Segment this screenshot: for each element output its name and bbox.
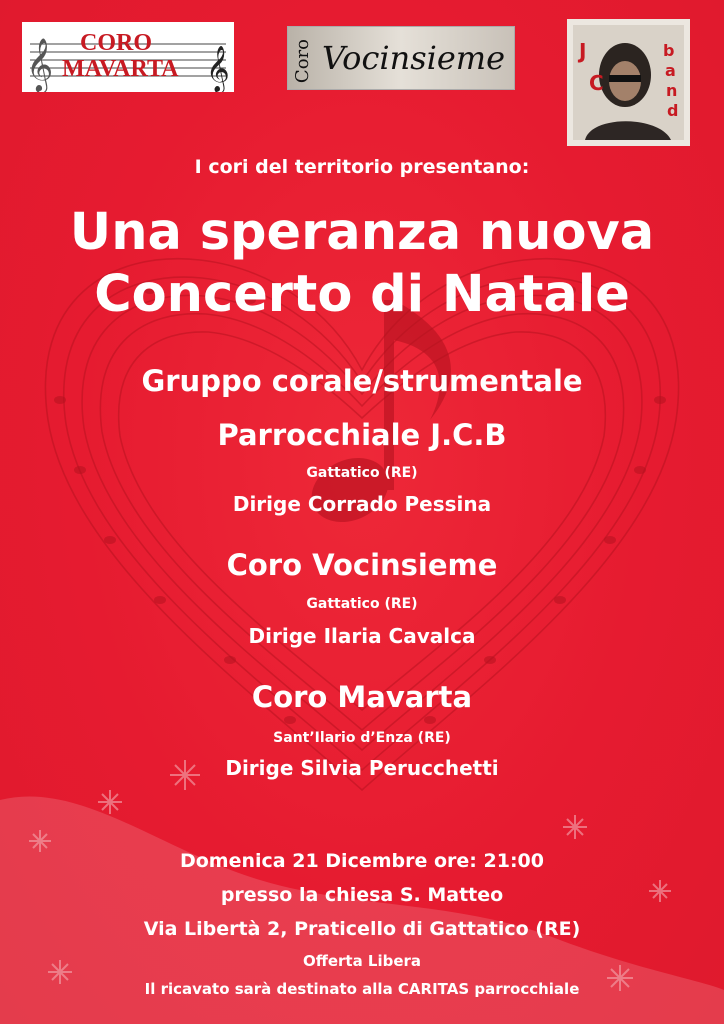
group-2-director: Dirige Ilaria Cavalca	[248, 624, 476, 648]
group-2-place: Gattatico (RE)	[306, 596, 418, 612]
jcb-letter-c: C	[589, 71, 604, 95]
vocinsieme-logo-text-vocinsieme: Vocinsieme	[322, 39, 506, 77]
jcb-band-logo	[567, 19, 690, 146]
jcb-letter-n: n	[666, 81, 678, 100]
event-note: Il ricavato sarà destinato alla CARITAS parrocchiale	[144, 980, 580, 998]
group-3-name: Coro Mavarta	[251, 680, 473, 714]
group-1-name-line-1: Gruppo corale/strumentale	[141, 364, 583, 398]
jcb-letter-j: J	[579, 39, 587, 63]
intro-text: I cori del territorio presentano:	[194, 156, 530, 178]
vocinsieme-logo-text-coro: Coro	[292, 39, 313, 84]
jcb-letter-a: a	[665, 61, 676, 80]
group-2-name: Coro Vocinsieme	[226, 548, 498, 582]
group-1-name-line-2: Parrocchiale J.C.B	[217, 418, 507, 452]
jcb-letter-b: b	[663, 41, 675, 60]
title-line-1: Una speranza nuova	[69, 203, 655, 262]
jcb-letter-d: d	[667, 101, 679, 120]
mavarta-logo-text-mavarta: MAVARTA	[62, 56, 179, 82]
group-1-director: Dirige Corrado Pessina	[232, 492, 492, 516]
coro-vocinsieme-logo	[287, 26, 515, 90]
group-3-director: Dirige Silvia Perucchetti	[225, 756, 499, 780]
svg-text:𝄞: 𝄞	[206, 46, 230, 92]
event-date-time: Domenica 21 Dicembre ore: 21:00	[179, 850, 544, 872]
svg-text:𝄞: 𝄞	[26, 37, 54, 91]
group-3-place: Sant’Ilario d’Enza (RE)	[273, 730, 451, 746]
group-1-place: Gattatico (RE)	[306, 465, 418, 481]
coro-mavarta-logo	[22, 22, 234, 92]
event-venue: presso la chiesa S. Matteo	[220, 884, 504, 906]
event-offer: Offerta Libera	[302, 952, 422, 970]
mavarta-logo-text-coro: CORO	[80, 30, 152, 56]
event-address: Via Libertà 2, Praticello di Gattatico (RE)	[143, 918, 581, 940]
title-line-2: Concerto di Natale	[94, 265, 630, 324]
